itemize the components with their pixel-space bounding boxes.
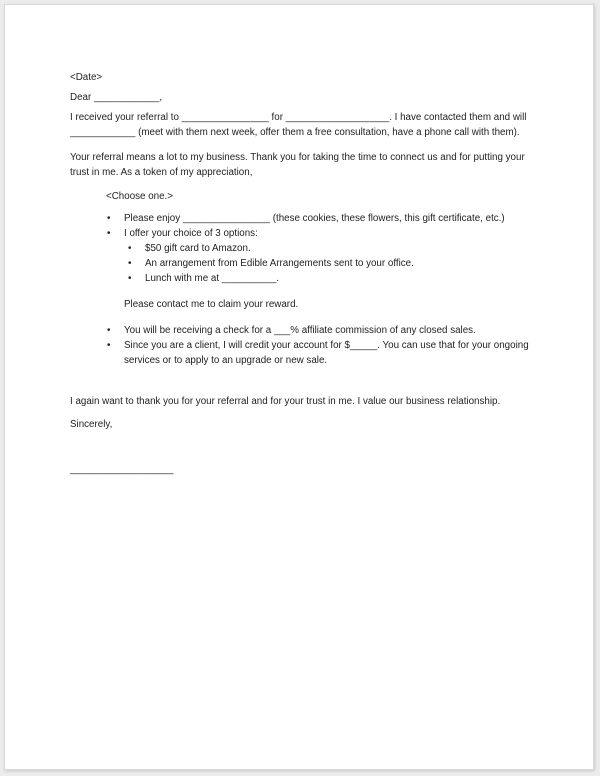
list-item xyxy=(124,211,540,226)
claim-reward-note: Please contact me to claim your reward. xyxy=(124,299,299,310)
document-page xyxy=(4,4,594,770)
reward-options-list-b xyxy=(124,323,540,368)
paragraph-appreciation: Your referral means a lot to my business. Thank you for taking the time to connect us and for putting your trust in me. As a token of my appreciation, xyxy=(70,152,525,178)
sub-option-text: $50 gift card to Amazon. xyxy=(145,243,251,254)
sub-option-text: An arrangement from Edible Arrangements sent to your office. xyxy=(145,258,414,269)
sub-option-text: Lunch with me at __________. xyxy=(145,273,279,284)
list-item xyxy=(124,323,540,338)
list-item xyxy=(145,271,540,286)
list-item xyxy=(145,256,540,271)
option-text: I offer your choice of 3 options: xyxy=(124,228,258,239)
list-item xyxy=(124,338,540,368)
option-text: Since you are a client, I will credit your account for $_____. You can use that for your ongoing services or to apply to an upgrade or new sale. xyxy=(124,340,529,366)
sub-options-list xyxy=(145,241,540,286)
list-item xyxy=(145,241,540,256)
salutation: Dear ____________, xyxy=(70,92,163,103)
closing-paragraph: I again want to thank you for your referral and for your trust in me. I value our business relationship. xyxy=(70,396,501,407)
list-item xyxy=(124,226,540,286)
choose-one-note: <Choose one.> xyxy=(106,191,173,202)
signature-line: ___________________ xyxy=(70,464,174,475)
option-text: Please enjoy ________________ (these cookies, these flowers, this gift certificate, etc.) xyxy=(124,213,505,224)
letter-body xyxy=(70,70,540,477)
paragraph-referral: I received your referral to ________________ for ___________________. I have contacted them and will ____________ (meet with them next week, offer them a free consultation, have a phone call with them). xyxy=(70,112,527,138)
reward-options-list xyxy=(124,211,540,286)
option-text: You will be receiving a check for a ___% affiliate commission of any closed sales. xyxy=(124,325,476,336)
date-placeholder: <Date> xyxy=(70,72,103,83)
sign-off: Sincerely, xyxy=(70,419,113,430)
